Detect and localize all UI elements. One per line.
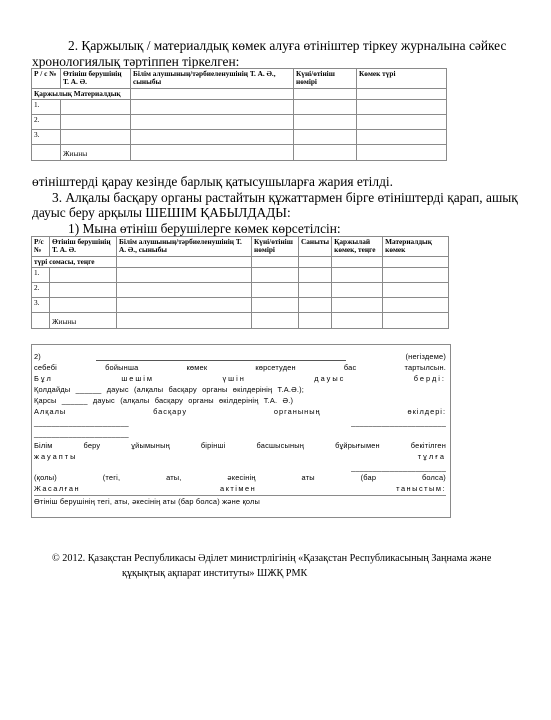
table2	[31, 236, 449, 329]
table-cell	[383, 283, 449, 298]
table-row-total	[32, 313, 449, 329]
table2-subheader: түрі сомасы, теңге	[32, 256, 117, 267]
after-table1-text: өтініштерді қарау кезінде барлық қатысушыларға жария етілді.	[32, 174, 393, 189]
block-line-7	[34, 418, 446, 427]
block-line-9	[34, 441, 446, 450]
word: аты	[301, 473, 315, 482]
row-number: 3.	[32, 298, 50, 313]
table-cell	[131, 130, 294, 145]
block-line-2	[34, 363, 446, 372]
table-cell	[299, 283, 332, 298]
signature-blank: ______________________	[34, 429, 129, 438]
table-cell	[299, 256, 332, 267]
reason-note: (негіздеме)	[405, 352, 446, 361]
table-cell	[299, 298, 332, 313]
word: басшысының	[256, 441, 305, 450]
table1-header: Өтініш берушінің Т. А. Ә.	[61, 69, 131, 89]
word: (қолы)	[34, 473, 57, 482]
table-cell	[294, 145, 357, 161]
table-cell	[117, 313, 252, 329]
table2-header: Қаржылай көмек, теңге	[332, 237, 383, 257]
block-line-10	[34, 452, 446, 461]
word: тартылсын.	[404, 363, 446, 372]
table1-header: Білім алушының/тәрбиеленушінің Т. А. Ә., сыныбы	[131, 69, 294, 89]
table-cell	[357, 115, 447, 130]
row-number: 2.	[32, 115, 61, 130]
table-cell	[357, 130, 447, 145]
table2-header: Өтініш берушінің Т. А. Ә.	[50, 237, 117, 257]
table-cell	[32, 313, 50, 329]
table-row	[32, 100, 447, 115]
word: үшін	[222, 374, 246, 383]
row-number: 1.	[32, 100, 61, 115]
signature-blank: ______________________	[34, 418, 129, 427]
table-cell	[117, 283, 252, 298]
table1-subheader: Қаржылық Материалдық	[32, 88, 131, 99]
block-line-10b	[34, 463, 446, 472]
word: бұйрығымен	[335, 441, 380, 450]
table2-header: Саныты	[299, 237, 332, 257]
table-cell	[383, 256, 449, 267]
word: актімен	[219, 484, 257, 493]
word: бекітілген	[410, 441, 446, 450]
block-line-6	[34, 407, 446, 416]
table-cell	[383, 268, 449, 283]
word: берді:	[413, 374, 446, 383]
decision-block-content	[34, 352, 446, 506]
table-row	[32, 298, 449, 313]
word: Бұл	[34, 374, 53, 383]
word: болса)	[421, 473, 446, 482]
table-cell	[50, 298, 117, 313]
word: (бар	[360, 473, 377, 482]
footer-line2: құқықтық ақпарат институты» ШЖҚ РМК	[122, 568, 308, 579]
table-cell	[299, 268, 332, 283]
table-cell	[383, 298, 449, 313]
table-cell	[332, 256, 383, 267]
word: Алқалы	[34, 407, 67, 416]
section3-line3: 1) Мына өтініш берушілерге көмек көрсетілсін:	[68, 221, 341, 236]
word: дауыс	[314, 374, 346, 383]
table-cell	[357, 88, 447, 99]
table-cell	[252, 298, 299, 313]
table1-subheader-row	[32, 88, 447, 99]
block-line-4: Қолдайды ______ дауыс (алқалы басқару органы өкілдерінің Т.А.Ә.);	[34, 385, 305, 394]
word: көрсетуден	[255, 363, 296, 372]
table1-header: Көмек түрі	[357, 69, 447, 89]
word: әкесінің	[227, 473, 256, 482]
word: (тегі,	[102, 473, 121, 482]
table-cell	[117, 298, 252, 313]
table-cell	[131, 115, 294, 130]
reason-blank	[96, 360, 346, 361]
table-cell	[252, 256, 299, 267]
table-cell	[117, 268, 252, 283]
table2-header: Материалдық көмек	[383, 237, 449, 257]
row-number: 1.	[32, 268, 50, 283]
table-cell	[294, 130, 357, 145]
table1-header: Р / с №	[32, 69, 61, 89]
table1-header-row	[32, 69, 447, 89]
table-cell	[294, 115, 357, 130]
word: бірінші	[200, 441, 226, 450]
table-cell	[131, 88, 294, 99]
word: басқару	[153, 407, 188, 416]
table-cell	[332, 298, 383, 313]
table2-header: Білім алушының/тәрбиеленушінің Т. А. Ә., сыныбы	[117, 237, 252, 257]
table-cell	[61, 100, 131, 115]
table-cell	[61, 115, 131, 130]
block-line-11	[34, 473, 446, 482]
block-line-8	[34, 429, 446, 438]
table-cell	[332, 283, 383, 298]
table-cell	[294, 88, 357, 99]
table-cell	[117, 256, 252, 267]
table-cell	[252, 313, 299, 329]
table-cell	[61, 130, 131, 145]
section2-line2: хронологиялық тәртіппен тіркелген:	[32, 54, 240, 69]
word: аты,	[166, 473, 182, 482]
word: көмек	[186, 363, 208, 372]
table-row-total	[32, 145, 447, 161]
word: беру	[83, 441, 101, 450]
table-cell	[32, 145, 61, 161]
word: себебі	[34, 363, 57, 372]
word: Білім	[34, 441, 53, 450]
word: таныстым:	[396, 484, 446, 493]
table-cell	[131, 145, 294, 161]
table-row	[32, 268, 449, 283]
table2-header: Р/с №	[32, 237, 50, 257]
table-row	[32, 283, 449, 298]
word: бас	[343, 363, 357, 372]
table-cell	[294, 100, 357, 115]
table-row	[32, 130, 447, 145]
block-line-12	[34, 484, 446, 493]
row-number: 3.	[32, 130, 61, 145]
table2-header: Күні/өтініш нөмірі	[252, 237, 299, 257]
block-line-5: Қарсы ______ дауыс (алқалы басқару органы өкілдерінің Т.А. Ә.)	[34, 396, 294, 405]
table-cell	[252, 268, 299, 283]
table1-header: Күні/өтініш нөмірі	[294, 69, 357, 89]
word: тұлға	[417, 452, 446, 461]
word: органының	[273, 407, 321, 416]
word: өкілдері:	[407, 407, 446, 416]
block-line-1	[34, 352, 446, 361]
table-cell	[383, 313, 449, 329]
table-row	[32, 115, 447, 130]
word: Жасалған	[34, 484, 81, 493]
signature-blank: ______________________	[351, 463, 446, 472]
footer-line1: © 2012. Қазақстан Республикасы Әділет министрлігінің «Қазақстан Республикасының Заңнама және	[52, 553, 492, 564]
item-number: 2)	[34, 352, 41, 361]
word: бойынша	[105, 363, 139, 372]
table2-subheader-row	[32, 256, 449, 267]
section3-line2: дауыс беру арқылы ШЕШІМ ҚАБЫЛДАДЫ:	[32, 205, 291, 220]
table-cell	[332, 268, 383, 283]
table-cell	[357, 145, 447, 161]
section2-line1: 2. Қаржылық / материалдық көмек алуға өтініштер тіркеу журналына сәйкес	[68, 38, 507, 53]
signature-blank: ______________________	[351, 418, 446, 427]
table-cell	[357, 100, 447, 115]
total-label: Жиыны	[61, 145, 131, 161]
table2-header-row	[32, 237, 449, 257]
table1	[31, 68, 447, 161]
word: шешім	[121, 374, 155, 383]
table-cell	[299, 313, 332, 329]
word: жауапты	[34, 452, 78, 461]
block-line-13: Өтініш берушінің тегі, аты, әкесінің аты (бар болса) және қолы	[34, 495, 446, 506]
block-line-3	[34, 374, 446, 383]
table-cell	[50, 283, 117, 298]
table-cell	[50, 268, 117, 283]
row-number: 2.	[32, 283, 50, 298]
table-cell	[252, 283, 299, 298]
word: ұйымының	[131, 441, 170, 450]
total-label: Жиыны	[50, 313, 117, 329]
section3-line1: 3. Алқалы басқару органы растайтын құжаттармен бірге өтініштерді қарап, ашық	[52, 190, 518, 205]
table-cell	[332, 313, 383, 329]
table-cell	[131, 100, 294, 115]
